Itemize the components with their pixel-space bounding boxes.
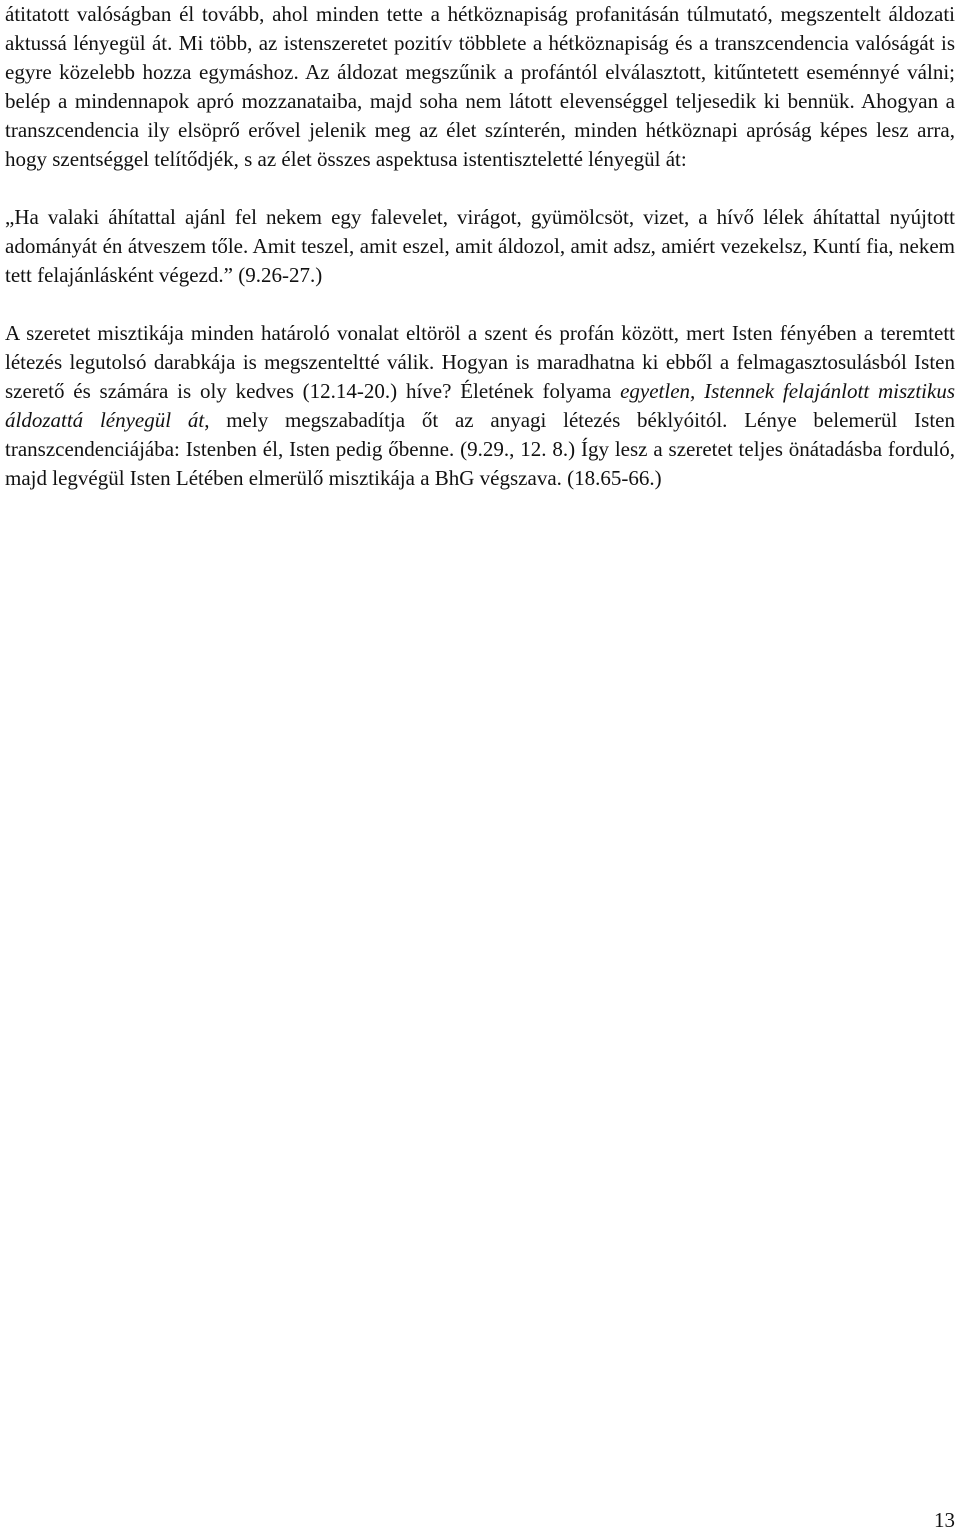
paragraph-3-start: A szeretet misztikája minden határoló vonalat eltöröl a szent és profán között, mert Isten fényében a teremtett létezés legutolsó darabkája is megszenteltté válik. Hogyan is maradhatna ki ebből a felmagasztosulásból Isten szerető és számára is oly kedves (12.14-20.) híve? Életének folyama	[5, 321, 955, 403]
paragraph-3-italic-phrase: egyetlen, Istennek felajánlott misztikus áldozattá lényegül át	[5, 379, 955, 432]
paragraph-1: átitatott valóságban él tovább, ahol minden tette a hétköznapiság profanitásán túlmutató, megszentelt áldozati aktussá lényegül át. Mi több, az istenszeretet pozitív többlete a hétköznapiság és a transzcendencia valóságát is egyre közelebb hozza egymáshoz. Az áldozat megszűnik a profántól elválasztott, kitűntetett eseménnyé válni; belép a mindennapok apró mozzanataiba, majd soha nem látott elevenséggel teljesedik ki bennük. Ahogyan a transzcendencia ily elsöprő erővel jelenik meg az élet színterén, minden hétköznapi apróság képes lesz arra, hogy szentséggel telítődjék, s az élet összes aspektusa istentiszteletté lényegül át:	[5, 2, 955, 171]
paragraph-3	[5, 319, 955, 493]
document-page	[5, 0, 955, 493]
paragraph-3-end: , mely megszabadítja őt az anyagi létezés béklyóitól. Lénye belemerül Isten transzcendenciájába: Istenben él, Isten pedig őbenne. (9.29., 12. 8.) Így lesz a szeretet teljes önátadásba forduló, majd legvégül Isten Létében elmerülő misztikája a BhG végszava. (18.65-66.)	[5, 408, 955, 490]
quotation-paragraph: „Ha valaki áhítattal ajánl fel nekem egy falevelet, virágot, gyümölcsöt, vizet, a hívő lélek áhítattal nyújtott adományát én átveszem tőle. Amit teszel, amit eszel, amit áldozol, amit adsz, amiért vezekelsz, Kuntí fia, nekem tett felajánlásként végezd.” (9.26-27.)	[5, 205, 955, 287]
page-number: 13	[934, 1508, 955, 1532]
